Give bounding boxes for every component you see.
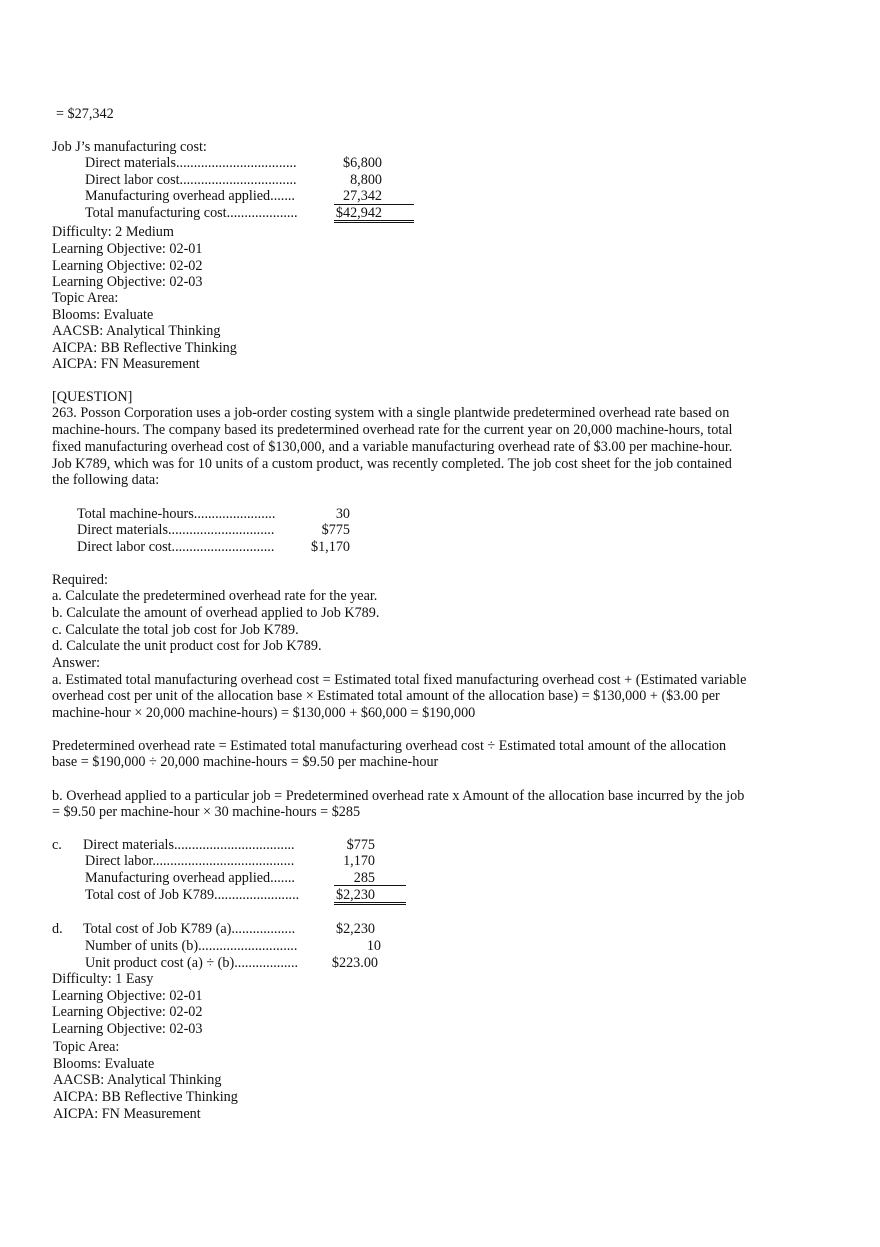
- meta-line: AICPA: FN Measurement: [53, 1106, 201, 1122]
- question-text-line: 263. Posson Corporation uses a job-order costing system with a single plantwide predetermined overhead rate based on: [52, 405, 730, 421]
- job-data-label: Total machine-hours.......................: [77, 506, 276, 522]
- meta-line: Topic Area:: [52, 290, 119, 306]
- total-double-rule: [334, 220, 414, 223]
- answer-c-row-label: Direct labor........................................: [85, 853, 295, 869]
- meta-line: Learning Objective: 02-03: [52, 1021, 203, 1037]
- meta-line: Blooms: Evaluate: [53, 1056, 155, 1072]
- meta-line: AICPA: BB Reflective Thinking: [52, 340, 237, 356]
- job-j-title: Job J’s manufacturing cost:: [52, 139, 207, 155]
- answer-c-row-label: Manufacturing overhead applied.......: [85, 870, 295, 886]
- answer-b-line: = $9.50 per machine-hour × 30 machine-hours = $285: [52, 804, 361, 820]
- required-item: a. Calculate the predetermined overhead rate for the year.: [52, 588, 378, 604]
- meta-line: AICPA: BB Reflective Thinking: [53, 1089, 238, 1105]
- required-label: Required:: [52, 572, 108, 588]
- answer-b-line: b. Overhead applied to a particular job = Predetermined overhead rate x Amount of the allocation base incurred by the job: [52, 788, 745, 804]
- job-j-row-value: 8,800: [350, 172, 382, 188]
- job-data-value: $775: [321, 522, 350, 538]
- answer-c-total-value: $2,230: [335, 887, 375, 903]
- answer-c-row-value: 1,170: [343, 853, 375, 869]
- meta-line: Topic Area:: [53, 1039, 120, 1055]
- answer-c-row-label: Total cost of Job K789........................: [85, 887, 300, 903]
- job-data-label: Direct labor cost.............................: [77, 539, 275, 555]
- question-tag: [QUESTION]: [52, 389, 133, 405]
- job-j-row-value: $6,800: [342, 155, 382, 171]
- meta-line: Learning Objective: 02-02: [52, 258, 203, 274]
- answer-c-row-value: 285: [353, 870, 375, 886]
- meta-line: Learning Objective: 02-03: [52, 274, 203, 290]
- meta-line: Difficulty: 1 Easy: [52, 971, 154, 987]
- question-text-line: Job K789, which was for 10 units of a custom product, was recently completed. The job cost sheet for the job contained: [52, 456, 732, 472]
- answer-d-row-label: Unit product cost (a) ÷ (b)..................: [85, 955, 299, 971]
- meta-line: Learning Objective: 02-01: [52, 241, 203, 257]
- answer-a-line: overhead cost per unit of the allocation base × Estimated total amount of the allocation base) = $130,000 + ($3.00 per: [52, 688, 720, 704]
- answer-label: Answer:: [52, 655, 101, 671]
- job-j-row-label: Direct labor cost.................................: [85, 172, 297, 188]
- prev-result-line: = $27,342: [56, 106, 114, 122]
- answer-d-marker: d.: [52, 921, 63, 937]
- meta-line: Difficulty: 2 Medium: [52, 224, 174, 240]
- answer-c-row-label: Direct materials..................................: [83, 837, 295, 853]
- answer-a-line: machine-hour × 20,000 machine-hours) = $130,000 + $60,000 = $190,000: [52, 705, 476, 721]
- meta-line: Learning Objective: 02-02: [52, 1004, 203, 1020]
- required-item: b. Calculate the amount of overhead applied to Job K789.: [52, 605, 380, 621]
- required-item: d. Calculate the unit product cost for Job K789.: [52, 638, 322, 654]
- answer-d-row-value: 10: [366, 938, 381, 954]
- answer-d-row-value: $223.00: [331, 955, 378, 971]
- answer-c-row-value: $775: [346, 837, 375, 853]
- job-data-label: Direct materials..............................: [77, 522, 275, 538]
- job-j-row-label: Direct materials..................................: [85, 155, 297, 171]
- meta-line: AICPA: FN Measurement: [52, 356, 200, 372]
- question-text-line: machine-hours. The company based its predetermined overhead rate for the current year on 20,000 machine-hours, total: [52, 422, 733, 438]
- required-item: c. Calculate the total job cost for Job K789.: [52, 622, 299, 638]
- question-text-line: the following data:: [52, 472, 160, 488]
- answer-d-row-value: $2,230: [335, 921, 375, 937]
- job-j-total-value: $42,942: [335, 205, 382, 221]
- job-data-value: 30: [335, 506, 350, 522]
- job-data-value: $1,170: [310, 539, 350, 555]
- job-j-row-label: Total manufacturing cost....................: [85, 205, 298, 221]
- meta-line: AACSB: Analytical Thinking: [53, 1072, 222, 1088]
- question-text-line: fixed manufacturing overhead cost of $130,000, and a variable manufacturing overhead rate of $3.00 per machine-hour.: [52, 439, 733, 455]
- rate-line: Predetermined overhead rate = Estimated total manufacturing overhead cost ÷ Estimated total amount of the allocation: [52, 738, 727, 754]
- answer-d-row-label: Number of units (b)............................: [85, 938, 298, 954]
- answer-a-line: a. Estimated total manufacturing overhead cost = Estimated total fixed manufacturing overhead cost + (Estimated variable: [52, 672, 747, 688]
- meta-line: Learning Objective: 02-01: [52, 988, 203, 1004]
- answer-d-row-label: Total cost of Job K789 (a)..................: [83, 921, 296, 937]
- answer-c-marker: c.: [52, 837, 62, 853]
- job-j-row-value: 27,342: [342, 188, 382, 204]
- job-j-row-label: Manufacturing overhead applied.......: [85, 188, 295, 204]
- meta-line: Blooms: Evaluate: [52, 307, 154, 323]
- total-double-rule: [334, 902, 406, 905]
- subtotal-rule: [334, 885, 406, 886]
- meta-line: AACSB: Analytical Thinking: [52, 323, 221, 339]
- rate-line: base = $190,000 ÷ 20,000 machine-hours = $9.50 per machine-hour: [52, 754, 439, 770]
